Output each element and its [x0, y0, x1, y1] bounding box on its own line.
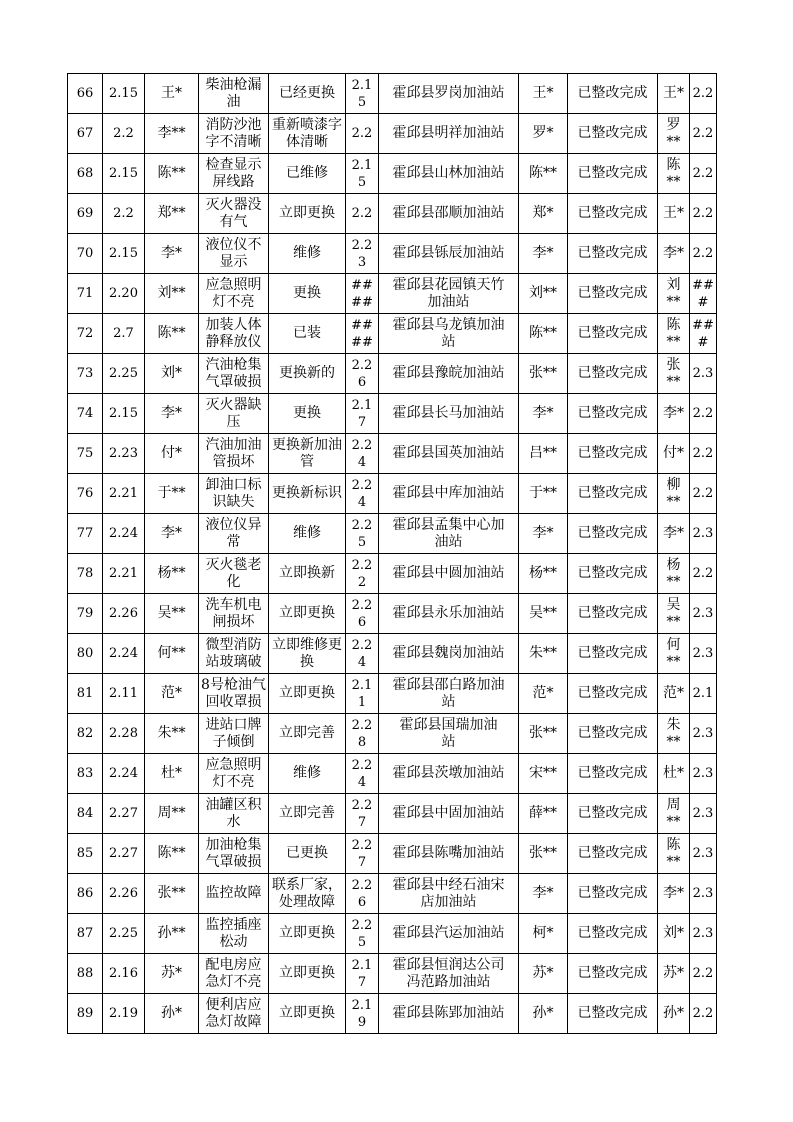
cell-fix-date: 2.11: [346, 674, 379, 714]
cell-issue: 柴油枪漏 油: [199, 74, 269, 114]
cell-status: 已整改完成: [568, 674, 658, 714]
cell-reporter: 朱**: [145, 714, 199, 754]
cell-status: 已整改完成: [568, 714, 658, 754]
table-row: [68, 354, 717, 394]
cell-station: 霍邱县国英加油站: [379, 434, 519, 474]
cell-row-number: 66: [68, 74, 103, 114]
cell-status: 已整改完成: [568, 234, 658, 274]
cell-station: 霍邱县孟集中心加 油站: [379, 514, 519, 554]
cell-verify-date: 2.2: [690, 394, 717, 434]
cell-reporter: 李**: [145, 114, 199, 154]
cell-report-date: 2.28: [103, 714, 145, 754]
table-body: [68, 74, 717, 1034]
cell-action: 重新喷漆字 体清晰: [269, 114, 346, 154]
cell-fix-date: 2.15: [346, 74, 379, 114]
table-row: [68, 834, 717, 874]
cell-station: 霍邱县铄辰加油站: [379, 234, 519, 274]
cell-issue: 油罐区积 水: [199, 794, 269, 834]
table-row: [68, 594, 717, 634]
cell-station: 霍邱县陈嘴加油站: [379, 834, 519, 874]
cell-row-number: 67: [68, 114, 103, 154]
cell-issue: 汽油加油 管损坏: [199, 434, 269, 474]
table-row: [68, 434, 717, 474]
cell-manager: 薛**: [519, 794, 568, 834]
cell-station: 霍邱县中固加油站: [379, 794, 519, 834]
cell-manager: 李*: [519, 514, 568, 554]
cell-fix-date: 2.2: [346, 194, 379, 234]
cell-reporter: 孙**: [145, 914, 199, 954]
cell-manager: 李*: [519, 394, 568, 434]
cell-manager: 范*: [519, 674, 568, 714]
cell-verifier: 吴 **: [658, 594, 690, 634]
cell-report-date: 2.15: [103, 154, 145, 194]
cell-report-date: 2.24: [103, 754, 145, 794]
table-row: [68, 754, 717, 794]
cell-row-number: 84: [68, 794, 103, 834]
cell-manager: 宋**: [519, 754, 568, 794]
cell-row-number: 77: [68, 514, 103, 554]
cell-row-number: 78: [68, 554, 103, 594]
cell-issue: 灭火器缺 压: [199, 394, 269, 434]
cell-issue: 液位仪异 常: [199, 514, 269, 554]
cell-manager: 柯*: [519, 914, 568, 954]
cell-status: 已整改完成: [568, 514, 658, 554]
cell-reporter: 杜*: [145, 754, 199, 794]
cell-verify-date: 2.2: [690, 474, 717, 514]
cell-row-number: 88: [68, 954, 103, 994]
cell-verifier: 朱 **: [658, 714, 690, 754]
cell-verifier: 王*: [658, 194, 690, 234]
cell-verifier: 李*: [658, 514, 690, 554]
cell-manager: 吴**: [519, 594, 568, 634]
cell-status: 已整改完成: [568, 554, 658, 594]
cell-manager: 罗*: [519, 114, 568, 154]
cell-station: 霍邱县中库加油站: [379, 474, 519, 514]
cell-manager: 陈**: [519, 154, 568, 194]
cell-report-date: 2.15: [103, 234, 145, 274]
cell-verifier: 柳 **: [658, 474, 690, 514]
cell-status: 已整改完成: [568, 354, 658, 394]
table-row: [68, 274, 717, 314]
cell-status: 已整改完成: [568, 594, 658, 634]
cell-row-number: 81: [68, 674, 103, 714]
cell-row-number: 70: [68, 234, 103, 274]
cell-verifier: 李*: [658, 234, 690, 274]
cell-manager: 杨**: [519, 554, 568, 594]
cell-verifier: 陈 **: [658, 314, 690, 354]
cell-station: 霍邱县永乐加油站: [379, 594, 519, 634]
cell-report-date: 2.25: [103, 914, 145, 954]
table-row: [68, 394, 717, 434]
cell-status: 已整改完成: [568, 274, 658, 314]
cell-fix-date: 2.17: [346, 954, 379, 994]
cell-reporter: 郑**: [145, 194, 199, 234]
cell-action: 更换新标识: [269, 474, 346, 514]
cell-verifier: 范*: [658, 674, 690, 714]
cell-action: 更换新的: [269, 354, 346, 394]
cell-reporter: 张**: [145, 874, 199, 914]
cell-action: 立即更换: [269, 674, 346, 714]
cell-issue: 配电房应 急灯不亮: [199, 954, 269, 994]
cell-fix-date: 2.28: [346, 714, 379, 754]
cell-verifier: 张 **: [658, 354, 690, 394]
cell-reporter: 吴**: [145, 594, 199, 634]
cell-report-date: 2.24: [103, 514, 145, 554]
cell-verifier: 刘 **: [658, 274, 690, 314]
cell-fix-date: 2.25: [346, 914, 379, 954]
cell-station: 霍邱县明祥加油站: [379, 114, 519, 154]
cell-action: 维修: [269, 234, 346, 274]
cell-fix-date: 2.24: [346, 434, 379, 474]
cell-action: 立即换新: [269, 554, 346, 594]
cell-issue: 洗车机电 闸损坏: [199, 594, 269, 634]
table-row: [68, 994, 717, 1034]
cell-reporter: 王*: [145, 74, 199, 114]
cell-status: 已整改完成: [568, 114, 658, 154]
cell-fix-date: 2.27: [346, 794, 379, 834]
cell-reporter: 苏*: [145, 954, 199, 994]
cell-report-date: 2.20: [103, 274, 145, 314]
cell-report-date: 2.27: [103, 834, 145, 874]
cell-station: 霍邱县山林加油站: [379, 154, 519, 194]
cell-issue: 汽油枪集 气罩破损: [199, 354, 269, 394]
cell-action: 立即更换: [269, 954, 346, 994]
cell-issue: 加油枪集 气罩破损: [199, 834, 269, 874]
cell-verifier: 苏*: [658, 954, 690, 994]
cell-verify-date: 2.3: [690, 794, 717, 834]
cell-status: 已整改完成: [568, 994, 658, 1034]
cell-status: 已整改完成: [568, 474, 658, 514]
cell-reporter: 李*: [145, 234, 199, 274]
table-row: [68, 514, 717, 554]
cell-report-date: 2.21: [103, 474, 145, 514]
cell-reporter: 刘*: [145, 354, 199, 394]
cell-action: 立即完善: [269, 714, 346, 754]
cell-verifier: 孙*: [658, 994, 690, 1034]
cell-action: 立即完善: [269, 794, 346, 834]
cell-row-number: 69: [68, 194, 103, 234]
cell-issue: 便利店应 急灯故障: [199, 994, 269, 1034]
cell-action: 联系厂家， 处理故障: [269, 874, 346, 914]
cell-station: 霍邱县花园镇天竹 加油站: [379, 274, 519, 314]
cell-verify-date: 2.2: [690, 994, 717, 1034]
cell-row-number: 79: [68, 594, 103, 634]
cell-manager: 于**: [519, 474, 568, 514]
cell-action: 立即更换: [269, 194, 346, 234]
table-row: [68, 314, 717, 354]
cell-manager: 张**: [519, 834, 568, 874]
cell-action: 立即更换: [269, 914, 346, 954]
cell-fix-date: 2.23: [346, 234, 379, 274]
cell-fix-date: 2.2: [346, 114, 379, 154]
cell-action: 已经更换: [269, 74, 346, 114]
cell-reporter: 周**: [145, 794, 199, 834]
cell-action: 已更换: [269, 834, 346, 874]
cell-verifier: 付*: [658, 434, 690, 474]
cell-status: 已整改完成: [568, 74, 658, 114]
cell-row-number: 89: [68, 994, 103, 1034]
cell-status: 已整改完成: [568, 874, 658, 914]
cell-fix-date: 2.24: [346, 474, 379, 514]
cell-verify-date: 2.3: [690, 834, 717, 874]
cell-station: 霍邱县乌龙镇加油 站: [379, 314, 519, 354]
cell-status: 已整改完成: [568, 154, 658, 194]
cell-verifier: 何 **: [658, 634, 690, 674]
cell-issue: 液位仪不 显示: [199, 234, 269, 274]
cell-report-date: 2.11: [103, 674, 145, 714]
cell-station: 霍邱县豫皖加油站: [379, 354, 519, 394]
cell-fix-date: 2.19: [346, 994, 379, 1034]
cell-station: 霍邱县中经石油宋 店加油站: [379, 874, 519, 914]
cell-reporter: 李*: [145, 394, 199, 434]
cell-station: 霍邱县陈郢加油站: [379, 994, 519, 1034]
cell-station: 霍邱县长马加油站: [379, 394, 519, 434]
cell-fix-date: 2.26: [346, 354, 379, 394]
cell-report-date: 2.25: [103, 354, 145, 394]
table-row: [68, 554, 717, 594]
cell-verify-date: 2.3: [690, 594, 717, 634]
cell-issue: 灭火器没 有气: [199, 194, 269, 234]
cell-issue: 灭火毯老 化: [199, 554, 269, 594]
cell-issue: 应急照明 灯不亮: [199, 274, 269, 314]
cell-status: 已整改完成: [568, 634, 658, 674]
cell-row-number: 76: [68, 474, 103, 514]
cell-reporter: 杨**: [145, 554, 199, 594]
table-row: [68, 794, 717, 834]
cell-verifier: 杜*: [658, 754, 690, 794]
cell-report-date: 2.7: [103, 314, 145, 354]
cell-verify-date: ###: [690, 274, 717, 314]
cell-fix-date: 2.22: [346, 554, 379, 594]
cell-row-number: 85: [68, 834, 103, 874]
table-row: [68, 674, 717, 714]
cell-row-number: 87: [68, 914, 103, 954]
cell-verifier: 李*: [658, 874, 690, 914]
cell-issue: 进站口牌 子倾倒: [199, 714, 269, 754]
cell-verify-date: 2.2: [690, 74, 717, 114]
cell-station: 霍邱县邵白路加油 站: [379, 674, 519, 714]
cell-issue: 加装人体 静释放仪: [199, 314, 269, 354]
cell-manager: 李*: [519, 874, 568, 914]
cell-row-number: 71: [68, 274, 103, 314]
cell-action: 维修: [269, 754, 346, 794]
table-row: [68, 474, 717, 514]
cell-action: 立即更换: [269, 594, 346, 634]
cell-action: 立即维修更 换: [269, 634, 346, 674]
cell-action: 更换: [269, 274, 346, 314]
cell-status: 已整改完成: [568, 834, 658, 874]
cell-fix-date: 2.15: [346, 154, 379, 194]
cell-status: 已整改完成: [568, 314, 658, 354]
table-row: [68, 874, 717, 914]
cell-status: 已整改完成: [568, 954, 658, 994]
cell-manager: 孙*: [519, 994, 568, 1034]
cell-report-date: 2.26: [103, 874, 145, 914]
cell-reporter: 刘**: [145, 274, 199, 314]
cell-action: 更换: [269, 394, 346, 434]
cell-manager: 吕**: [519, 434, 568, 474]
cell-issue: 检查显示 屏线路: [199, 154, 269, 194]
cell-verify-date: 2.3: [690, 754, 717, 794]
cell-issue: 监控插座 松动: [199, 914, 269, 954]
table-row: [68, 714, 717, 754]
rectification-table: [67, 73, 717, 1034]
cell-manager: 陈**: [519, 314, 568, 354]
cell-verify-date: 2.1: [690, 674, 717, 714]
cell-status: 已整改完成: [568, 434, 658, 474]
table-row: [68, 914, 717, 954]
cell-reporter: 付*: [145, 434, 199, 474]
cell-reporter: 何**: [145, 634, 199, 674]
cell-verify-date: 2.3: [690, 874, 717, 914]
cell-verifier: 罗 **: [658, 114, 690, 154]
cell-verify-date: 2.3: [690, 354, 717, 394]
cell-station: 霍邱县中圆加油站: [379, 554, 519, 594]
cell-verify-date: 2.2: [690, 234, 717, 274]
cell-verifier: 李*: [658, 394, 690, 434]
cell-verify-date: 2.2: [690, 434, 717, 474]
cell-report-date: 2.2: [103, 114, 145, 154]
cell-manager: 张**: [519, 714, 568, 754]
cell-verify-date: 2.3: [690, 514, 717, 554]
cell-station: 霍邱县茨墩加油站: [379, 754, 519, 794]
cell-verifier: 王*: [658, 74, 690, 114]
cell-reporter: 陈**: [145, 314, 199, 354]
cell-verify-date: ###: [690, 314, 717, 354]
cell-manager: 刘**: [519, 274, 568, 314]
cell-verifier: 周 **: [658, 794, 690, 834]
cell-verifier: 杨 **: [658, 554, 690, 594]
cell-row-number: 86: [68, 874, 103, 914]
cell-status: 已整改完成: [568, 794, 658, 834]
cell-reporter: 陈**: [145, 154, 199, 194]
cell-row-number: 74: [68, 394, 103, 434]
cell-manager: 李*: [519, 234, 568, 274]
cell-status: 已整改完成: [568, 754, 658, 794]
cell-fix-date: 2.27: [346, 834, 379, 874]
cell-fix-date: ####: [346, 274, 379, 314]
table-row: [68, 234, 717, 274]
cell-issue: 应急照明 灯不亮: [199, 754, 269, 794]
cell-row-number: 82: [68, 714, 103, 754]
cell-manager: 张**: [519, 354, 568, 394]
cell-reporter: 于**: [145, 474, 199, 514]
cell-verify-date: 2.2: [690, 554, 717, 594]
cell-manager: 朱**: [519, 634, 568, 674]
cell-fix-date: 2.26: [346, 874, 379, 914]
cell-report-date: 2.21: [103, 554, 145, 594]
cell-action: 立即更换: [269, 994, 346, 1034]
table-row: [68, 634, 717, 674]
cell-verify-date: 2.2: [690, 114, 717, 154]
cell-reporter: 范*: [145, 674, 199, 714]
cell-fix-date: 2.17: [346, 394, 379, 434]
cell-verify-date: 2.3: [690, 914, 717, 954]
cell-action: 已装: [269, 314, 346, 354]
cell-manager: 郑*: [519, 194, 568, 234]
cell-report-date: 2.19: [103, 994, 145, 1034]
cell-reporter: 陈**: [145, 834, 199, 874]
cell-issue: 微型消防 站玻璃破: [199, 634, 269, 674]
cell-report-date: 2.15: [103, 394, 145, 434]
cell-row-number: 80: [68, 634, 103, 674]
cell-verify-date: 2.2: [690, 194, 717, 234]
table-row: [68, 74, 717, 114]
table-row: [68, 154, 717, 194]
cell-verify-date: 2.3: [690, 714, 717, 754]
cell-fix-date: 2.25: [346, 514, 379, 554]
cell-row-number: 75: [68, 434, 103, 474]
cell-action: 更换新加油 管: [269, 434, 346, 474]
cell-report-date: 2.26: [103, 594, 145, 634]
cell-fix-date: 2.24: [346, 754, 379, 794]
cell-station: 霍邱县汽运加油站: [379, 914, 519, 954]
cell-status: 已整改完成: [568, 194, 658, 234]
cell-row-number: 68: [68, 154, 103, 194]
cell-status: 已整改完成: [568, 914, 658, 954]
cell-manager: 王*: [519, 74, 568, 114]
cell-station: 霍邱县罗岗加油站: [379, 74, 519, 114]
cell-fix-date: 2.24: [346, 634, 379, 674]
table-row: [68, 954, 717, 994]
cell-verifier: 刘*: [658, 914, 690, 954]
cell-status: 已整改完成: [568, 394, 658, 434]
cell-issue: 8号枪油气 回收罩损: [199, 674, 269, 714]
cell-row-number: 72: [68, 314, 103, 354]
cell-station: 霍邱县国瑞加油 站: [379, 714, 519, 754]
cell-action: 已维修: [269, 154, 346, 194]
table-row: [68, 114, 717, 154]
cell-station: 霍邱县恒润达公司 冯范路加油站: [379, 954, 519, 994]
cell-manager: 苏*: [519, 954, 568, 994]
cell-report-date: 2.24: [103, 634, 145, 674]
cell-issue: 卸油口标 识缺失: [199, 474, 269, 514]
cell-verify-date: 2.2: [690, 154, 717, 194]
cell-row-number: 83: [68, 754, 103, 794]
cell-reporter: 孙*: [145, 994, 199, 1034]
cell-report-date: 2.16: [103, 954, 145, 994]
cell-issue: 监控故障: [199, 874, 269, 914]
cell-station: 霍邱县魏岗加油站: [379, 634, 519, 674]
cell-report-date: 2.27: [103, 794, 145, 834]
cell-report-date: 2.23: [103, 434, 145, 474]
cell-reporter: 李*: [145, 514, 199, 554]
cell-verifier: 陈 **: [658, 834, 690, 874]
table-row: [68, 194, 717, 234]
cell-verify-date: 2.3: [690, 634, 717, 674]
cell-report-date: 2.2: [103, 194, 145, 234]
cell-report-date: 2.15: [103, 74, 145, 114]
cell-station: 霍邱县邵顺加油站: [379, 194, 519, 234]
cell-verify-date: 2.2: [690, 954, 717, 994]
cell-action: 维修: [269, 514, 346, 554]
cell-row-number: 73: [68, 354, 103, 394]
cell-verifier: 陈 **: [658, 154, 690, 194]
cell-fix-date: 2.26: [346, 594, 379, 634]
cell-fix-date: ####: [346, 314, 379, 354]
cell-issue: 消防沙池 字不清晰: [199, 114, 269, 154]
